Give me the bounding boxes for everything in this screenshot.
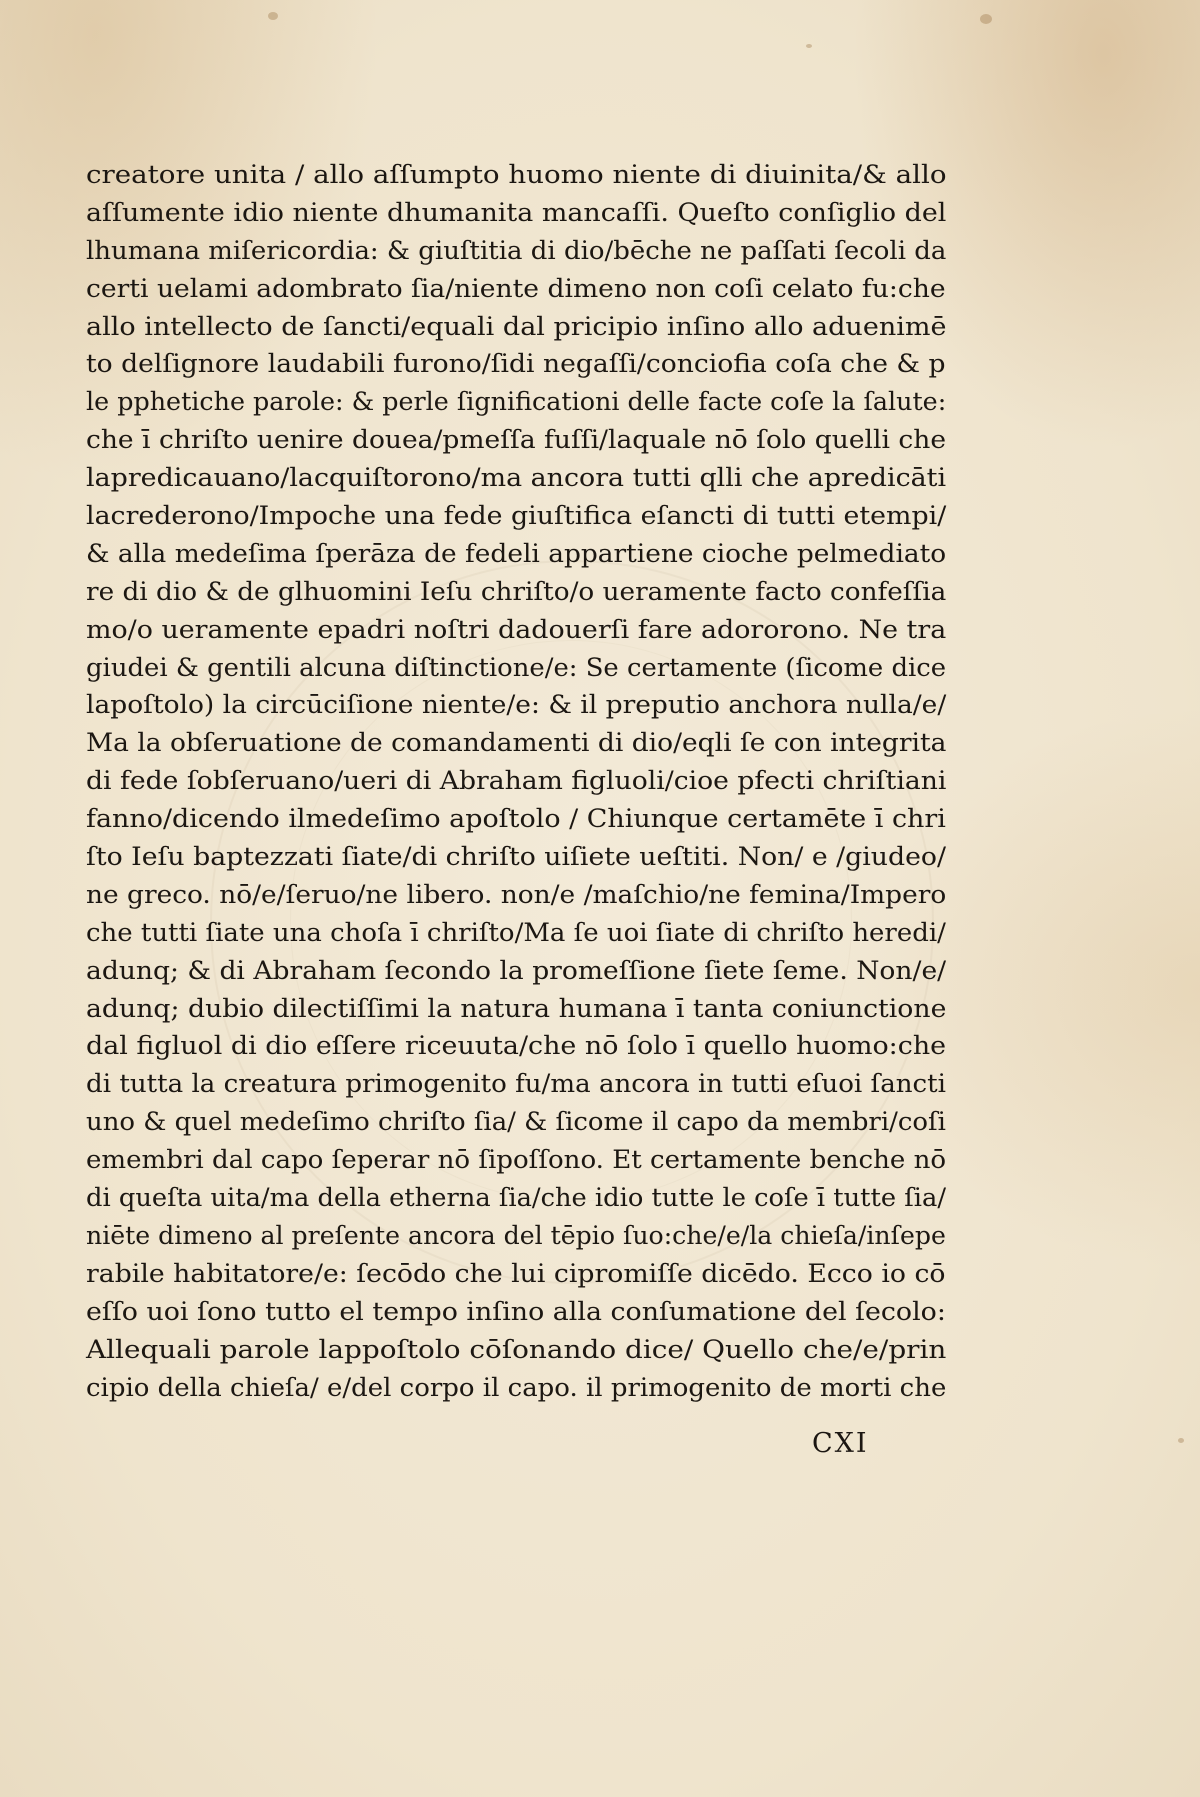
text-line: lapredicauano/lacquiſtorono/ma ancora tutti qlli che apredicāti: [86, 463, 947, 493]
text-line: & alla medeſima ſperāza de fedeli appartiene cioche pelmediato: [86, 538, 947, 568]
text-line: le pphetiche parole: & perle ſignificationi delle facte coſe la ſalute:: [86, 387, 947, 417]
text-line: allo intellecto de ſancti/equali dal pricipio inſino allo aduenimē: [86, 311, 947, 341]
text-line: re di dio & de glhuomini Ieſu chriſto/o ueramente facto confeſſia: [86, 576, 947, 606]
text-line: aſſumente idio niente dhumanita mancaſſi. Queſto conſiglio del: [86, 197, 947, 227]
folio-number: CXI: [812, 1428, 869, 1459]
text-line: fanno/dicendo ilmedeſimo apoſtolo / Chiunque certamēte ī chri: [86, 804, 946, 834]
text-line: certi uelami adombrato ſia/niente dimeno non coſi celato fu:che: [86, 273, 946, 303]
text-line: adunq; & di Abraham ſecondo la promeſſione ſiete ſeme. Non/e/: [86, 955, 947, 985]
text-line: to delſignore laudabili furono/ſidi negaſſi/conciofia coſa che & p: [86, 349, 946, 379]
text-line: ſto Ieſu baptezzati ſiate/di chriſto uiſiete ueſtiti. Non/ e /giudeo/: [86, 842, 946, 872]
foxing-spot: [1178, 1438, 1184, 1443]
foxing-spot: [268, 12, 278, 20]
text-line: lhumana miſericordia: & giuſtitia di dio/bēche ne paſſati ſecoli da: [86, 235, 947, 265]
text-line: che tutti ſiate una choſa ī chriſto/Ma ſe uoi ſiate di chriſto heredi/: [86, 917, 946, 947]
text-line: dal figluol di dio eſſere riceuuta/che nō ſolo ī quello huomo:che: [86, 1031, 947, 1061]
text-line: che ī chriſto uenire douea/pmeſſa fuſſi/laquale nō ſolo quelli che: [86, 425, 947, 455]
foxing-spot: [980, 14, 992, 24]
text-line: adunq; dubio dilectiſſimi la natura humana ī tanta coniunctione: [86, 993, 947, 1023]
foxing-spot: [806, 44, 812, 48]
text-line: di fede ſobſeruano/ueri di Abraham figluoli/cioe pfecti chriſtiani: [86, 766, 947, 796]
text-line: niēte dimeno al preſente ancora del tēpio ſuo:che/e/la chieſa/inſepe: [86, 1220, 946, 1250]
text-line: cipio della chieſa/ e/del corpo il capo. il primogenito de morti che: [86, 1372, 947, 1402]
text-line: emembri dal capo ſeperar nō ſipoſſono. Et certamente benche nō: [86, 1145, 947, 1175]
text-line: lapoſtolo) la circūciſione niente/e: & il preputio anchora nulla/e/: [86, 690, 947, 720]
text-line: mo/o ueramente epadri noſtri dadouerſi fare adororono. Ne tra: [86, 614, 947, 644]
text-line: eſſo uoi ſono tutto el tempo inſino alla conſumatione del ſecolo:: [86, 1296, 946, 1326]
text-line: Ma la obſeruatione de comandamenti di dio/eqli ſe con integrita: [86, 728, 947, 758]
text-line: rabile habitatore/e: ſecōdo che lui cipromiſſe dicēdo. Ecco io cō: [86, 1258, 946, 1288]
text-line: creatore unita / allo aſſumpto huomo niente di diuinita/& allo: [86, 160, 947, 189]
body-text: [86, 156, 946, 1406]
text-line: ne greco. nō/e/ſeruo/ne libero. non/e /maſchio/ne femina/Impero: [86, 879, 947, 909]
text-line: uno & quel medeſimo chriſto ſia/ & ſicome il capo da membri/coſi: [86, 1107, 946, 1137]
text-line: di queſta uita/ma della etherna ſia/che idio tutte le coſe ī tutte ſia/: [86, 1183, 946, 1213]
text-line: Allequali parole lappoſtolo cōſonando dice/ Quello che/e/prin: [86, 1334, 947, 1364]
text-line: lacrederono/Impoche una fede giuſtifica eſancti di tutti etempi/: [86, 501, 947, 531]
text-line: di tutta la creatura primogenito fu/ma ancora in tutti eſuoi ſancti: [86, 1069, 947, 1099]
text-line: giudei & gentili alcuna diſtinctione/e: Se certamente (ſicome dice: [86, 652, 947, 682]
